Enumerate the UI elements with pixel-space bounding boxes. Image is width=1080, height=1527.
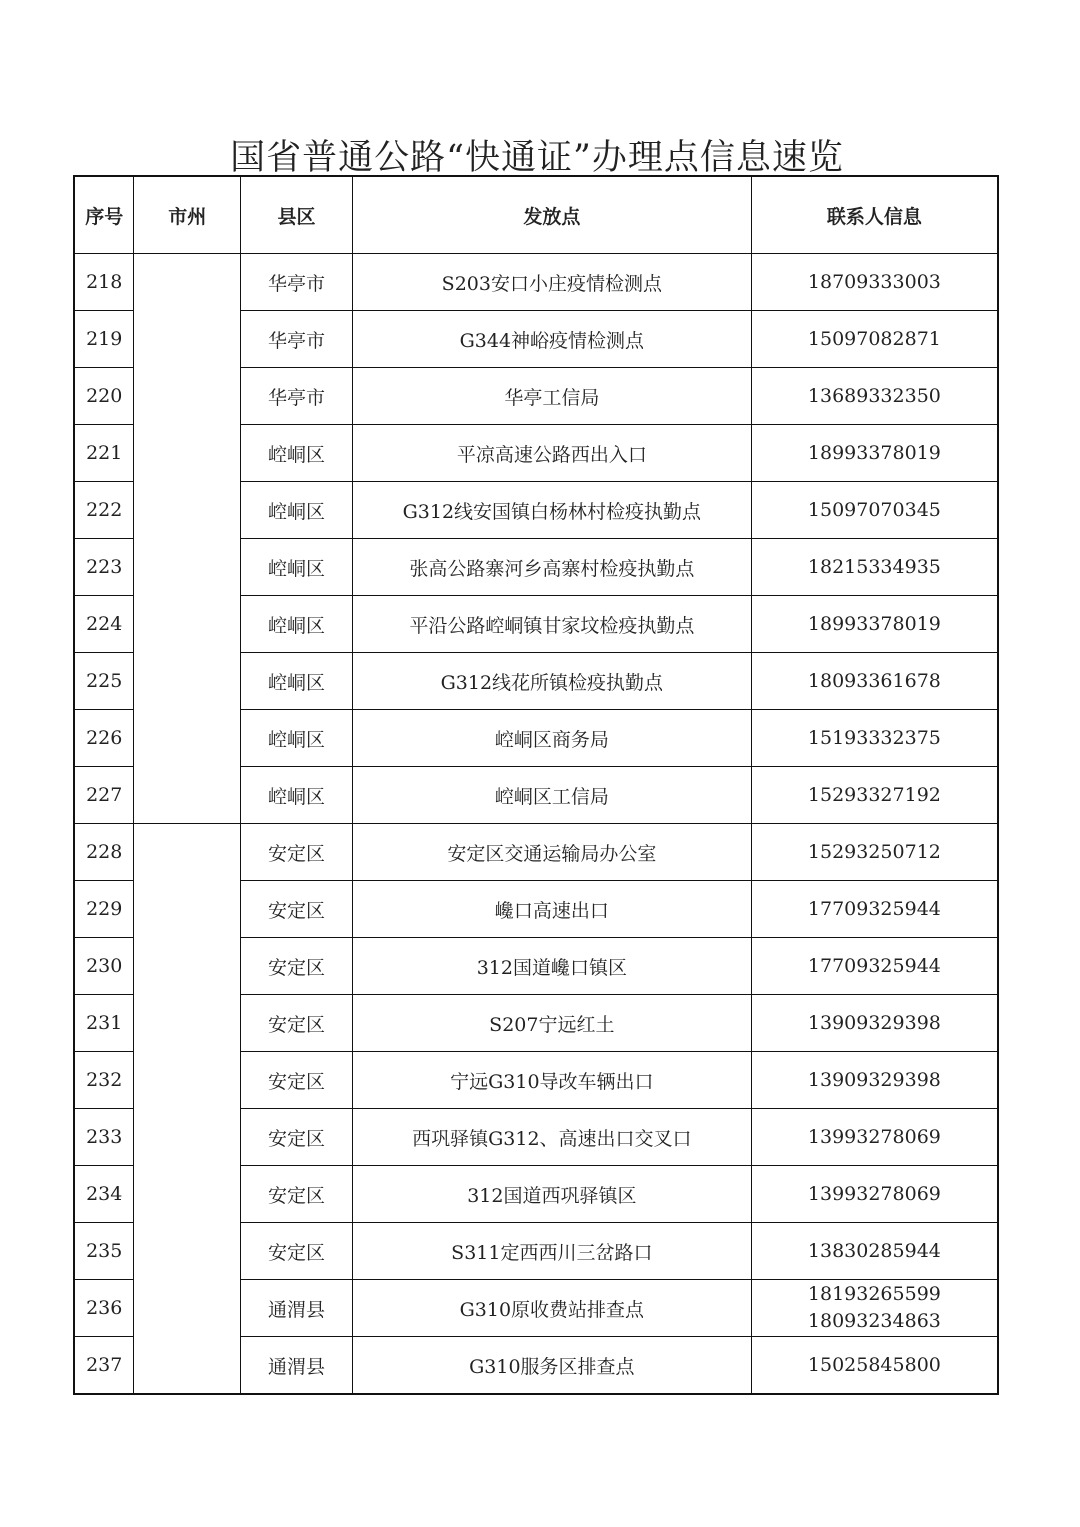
county-cell: 安定区: [241, 1052, 353, 1109]
page-title: 国省普通公路“快通证”办理点信息速览: [230, 138, 844, 178]
county-cell: 安定区: [241, 1166, 353, 1223]
contact-cell: 15293250712: [751, 824, 998, 881]
county-cell: 安定区: [241, 938, 353, 995]
header-no: 序号: [74, 176, 134, 254]
row-number: 237: [74, 1337, 134, 1395]
row-number: 236: [74, 1280, 134, 1337]
contact-cell: 15293327192: [751, 767, 998, 824]
row-number: 221: [74, 425, 134, 482]
city-cell: [134, 824, 241, 1395]
contact-cell: 13909329398: [751, 995, 998, 1052]
contact-cell: 17709325944: [751, 938, 998, 995]
row-number: 218: [74, 254, 134, 311]
contact-cell: 18993378019: [751, 596, 998, 653]
row-number: 219: [74, 311, 134, 368]
header-contact: 联系人信息: [751, 176, 998, 254]
county-cell: 安定区: [241, 1109, 353, 1166]
contact-cell: 15097070345: [751, 482, 998, 539]
contact-cell: 13909329398: [751, 1052, 998, 1109]
issuing-point-cell: 平沿公路崆峒镇甘家坟检疫执勤点: [352, 596, 751, 653]
county-cell: 崆峒区: [241, 653, 353, 710]
issuing-point-cell: 宁远G310导改车辆出口: [352, 1052, 751, 1109]
county-cell: 华亭市: [241, 311, 353, 368]
row-number: 230: [74, 938, 134, 995]
contact-cell: 13993278069: [751, 1109, 998, 1166]
county-cell: 通渭县: [241, 1280, 353, 1337]
contact-cell: 18093361678: [751, 653, 998, 710]
issuing-point-cell: G312线安国镇白杨林村检疫执勤点: [352, 482, 751, 539]
issuing-point-cell: 崆峒区商务局: [352, 710, 751, 767]
row-number: 222: [74, 482, 134, 539]
contact-cell: 18993378019: [751, 425, 998, 482]
county-cell: 崆峒区: [241, 596, 353, 653]
issuing-point-cell: S203安口小庄疫情检测点: [352, 254, 751, 311]
issuing-point-cell: S311定西西川三岔路口: [352, 1223, 751, 1280]
contact-cell: 15193332375: [751, 710, 998, 767]
county-cell: 华亭市: [241, 254, 353, 311]
county-cell: 安定区: [241, 824, 353, 881]
contact-cell: 13830285944: [751, 1223, 998, 1280]
contact-cell: 15097082871: [751, 311, 998, 368]
table-row: [74, 824, 998, 881]
county-cell: 崆峒区: [241, 767, 353, 824]
issuing-point-cell: 华亭工信局: [352, 368, 751, 425]
header-city: 市州: [134, 176, 241, 254]
county-cell: 华亭市: [241, 368, 353, 425]
county-cell: 崆峒区: [241, 710, 353, 767]
contact-cell: 13993278069: [751, 1166, 998, 1223]
row-number: 223: [74, 539, 134, 596]
row-number: 234: [74, 1166, 134, 1223]
contact-cell: 18215334935: [751, 539, 998, 596]
issuing-point-cell: G310服务区排查点: [352, 1337, 751, 1395]
issuing-point-cell: 安定区交通运输局办公室: [352, 824, 751, 881]
county-cell: 通渭县: [241, 1337, 353, 1395]
county-cell: 安定区: [241, 995, 353, 1052]
issuing-point-cell: 崆峒区工信局: [352, 767, 751, 824]
contact-cell: 13689332350: [751, 368, 998, 425]
row-number: 228: [74, 824, 134, 881]
issuing-point-cell: S207宁远红土: [352, 995, 751, 1052]
row-number: 227: [74, 767, 134, 824]
row-number: 235: [74, 1223, 134, 1280]
info-table: [73, 175, 999, 1395]
issuing-point-cell: 312国道巉口镇区: [352, 938, 751, 995]
header-point: 发放点: [352, 176, 751, 254]
row-number: 229: [74, 881, 134, 938]
row-number: 225: [74, 653, 134, 710]
row-number: 220: [74, 368, 134, 425]
county-cell: 安定区: [241, 1223, 353, 1280]
contact-cell: 15025845800: [751, 1337, 998, 1395]
contact-cell: 18193265599 18093234863: [751, 1280, 998, 1337]
issuing-point-cell: 西巩驿镇G312、高速出口交叉口: [352, 1109, 751, 1166]
county-cell: 安定区: [241, 881, 353, 938]
issuing-point-cell: 312国道西巩驿镇区: [352, 1166, 751, 1223]
county-cell: 崆峒区: [241, 482, 353, 539]
row-number: 226: [74, 710, 134, 767]
issuing-point-cell: 平凉高速公路西出入口: [352, 425, 751, 482]
row-number: 231: [74, 995, 134, 1052]
county-cell: 崆峒区: [241, 539, 353, 596]
contact-cell: 17709325944: [751, 881, 998, 938]
issuing-point-cell: G310原收费站排查点: [352, 1280, 751, 1337]
issuing-point-cell: G344神峪疫情检测点: [352, 311, 751, 368]
city-cell: [134, 254, 241, 824]
table-header-row: [74, 176, 998, 254]
row-number: 224: [74, 596, 134, 653]
row-number: 233: [74, 1109, 134, 1166]
issuing-point-cell: G312线花所镇检疫执勤点: [352, 653, 751, 710]
header-county: 县区: [241, 176, 353, 254]
county-cell: 崆峒区: [241, 425, 353, 482]
table-row: [74, 254, 998, 311]
issuing-point-cell: 巉口高速出口: [352, 881, 751, 938]
issuing-point-cell: 张高公路寨河乡高寨村检疫执勤点: [352, 539, 751, 596]
contact-cell: 18709333003: [751, 254, 998, 311]
row-number: 232: [74, 1052, 134, 1109]
